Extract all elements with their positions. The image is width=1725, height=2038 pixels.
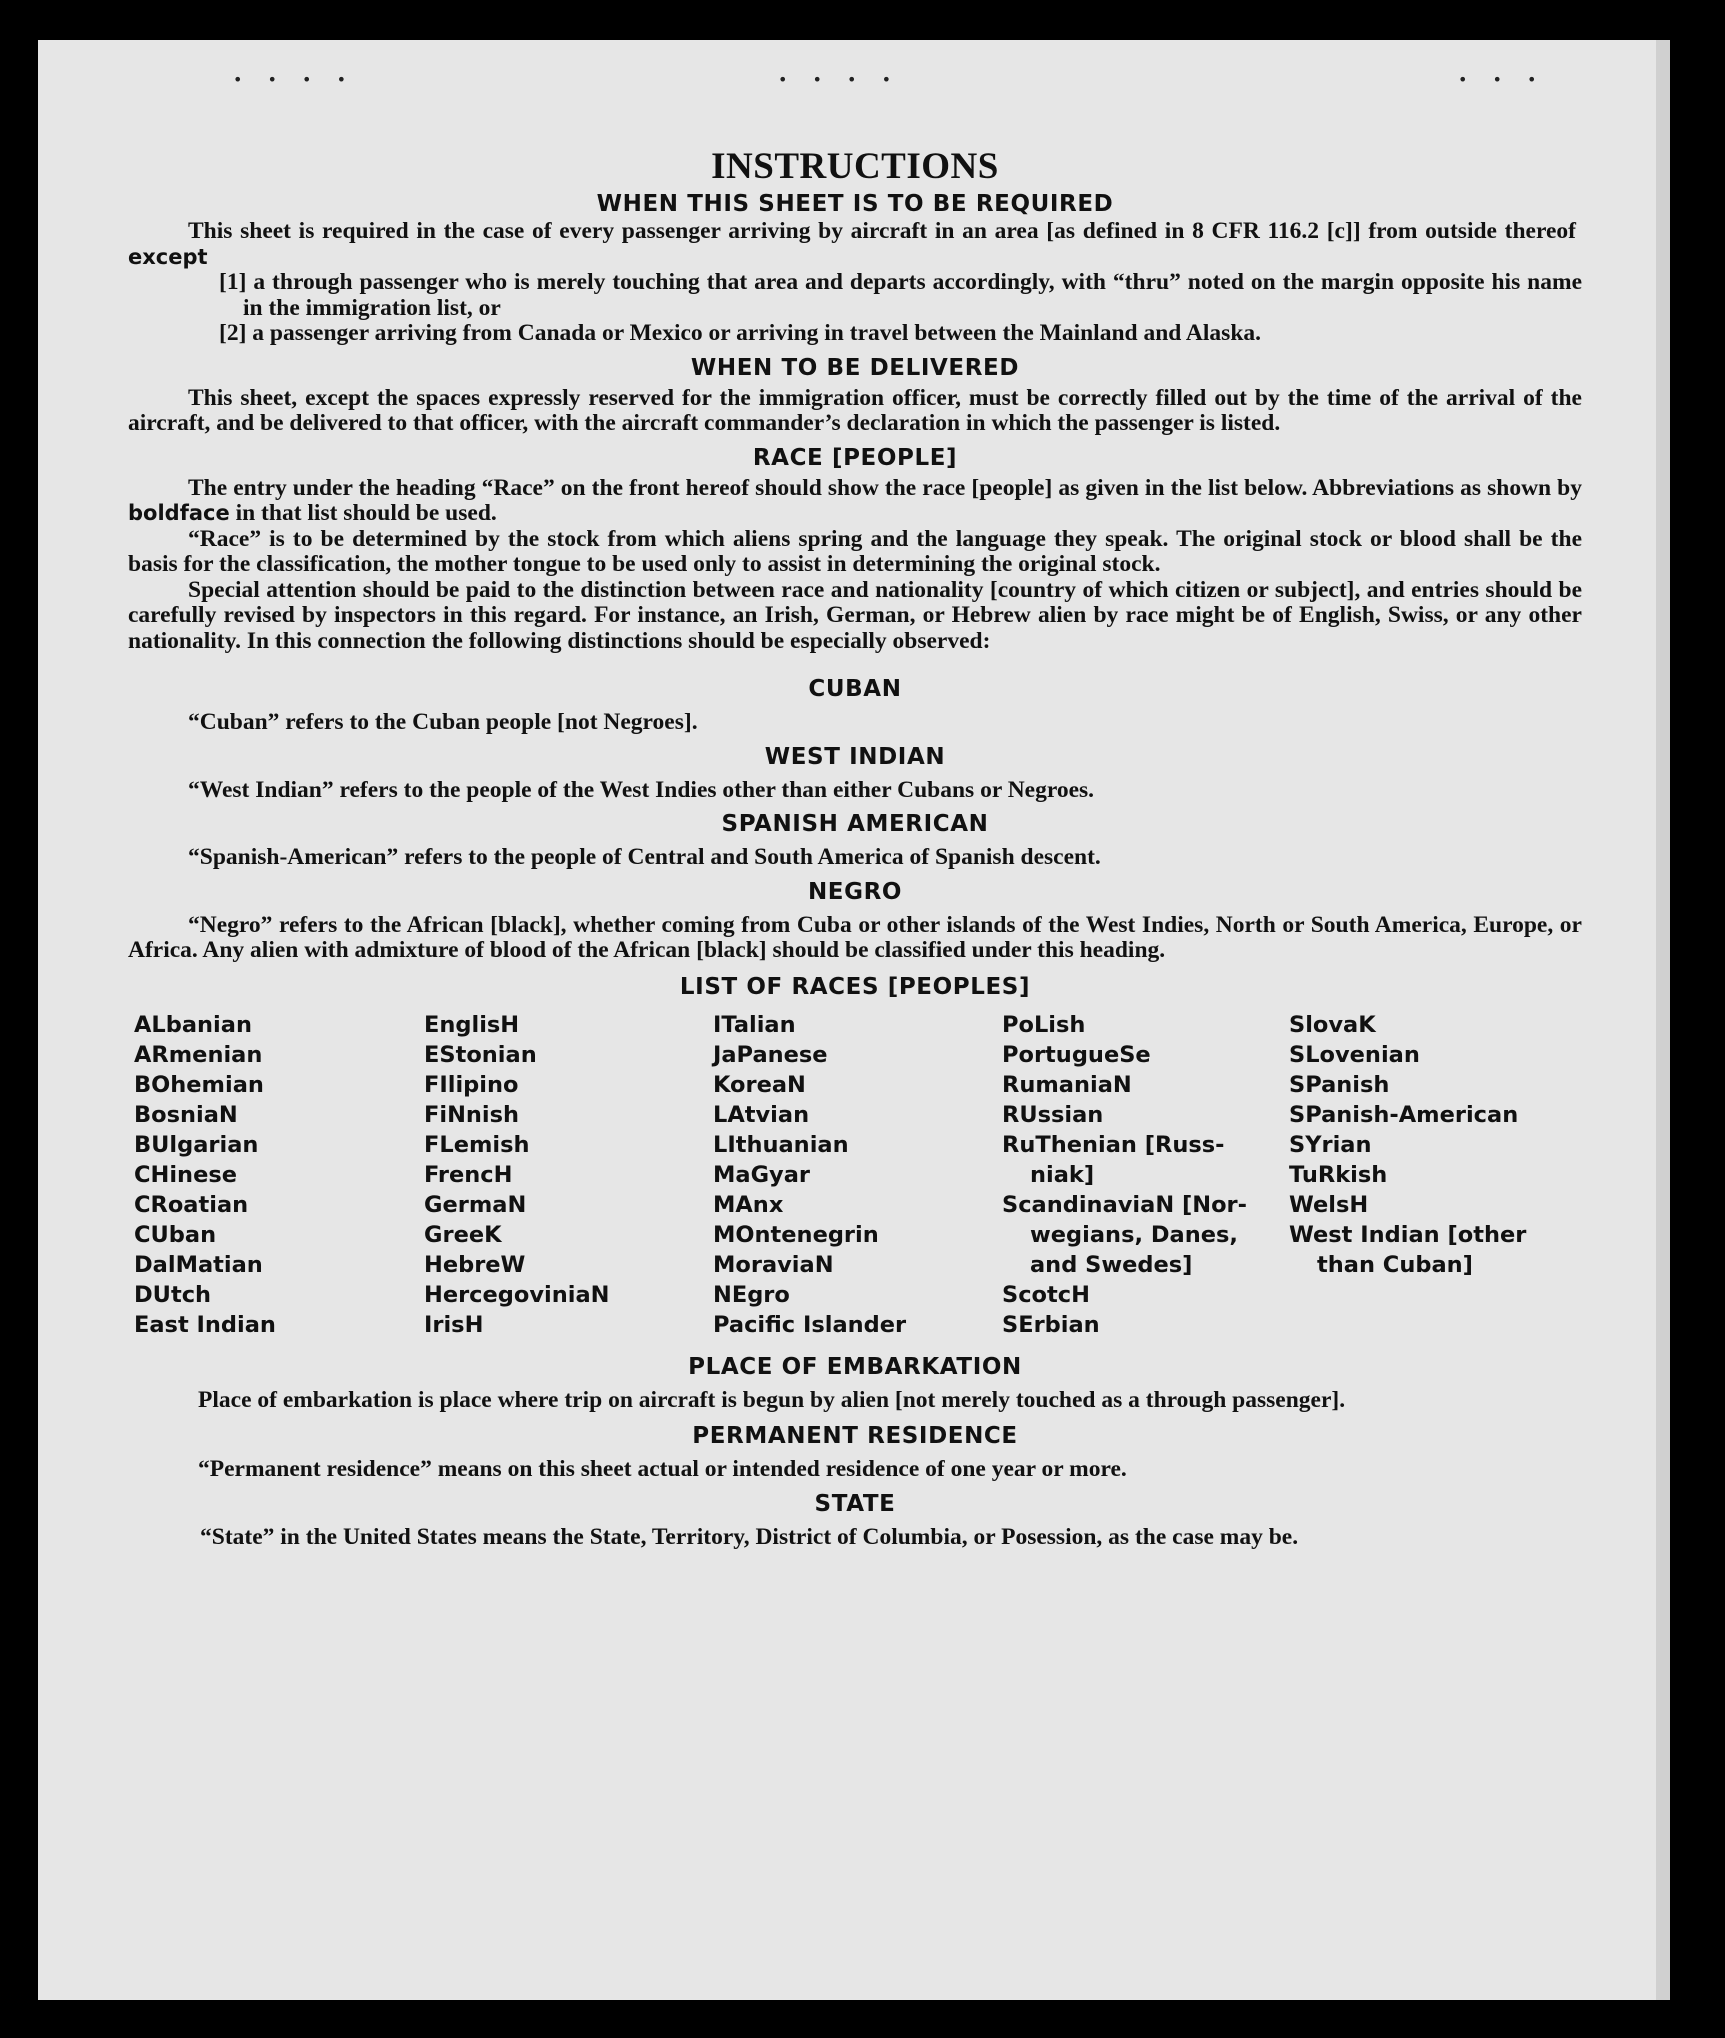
punch-marks-center: • • • • [778,70,902,89]
race-entry: GreeK [424,1221,502,1248]
race-entry: BosniaN [134,1101,238,1128]
race-entry: IrisH [424,1311,484,1338]
race-entry: GermaN [424,1191,527,1218]
required-intro-text: This sheet is required in the case of every passenger arriving by aircraft in an area [as defined in 8 CFR 116.2 [c]] from outside thereof [188,218,1576,244]
race-entry: RumaniaN [1002,1071,1132,1098]
race-p1-keyword: boldface [128,501,230,525]
race-paragraph-1 [128,476,1582,527]
race-entry: MoraviaN [713,1251,834,1278]
race-entry: ScotcH [1002,1281,1090,1308]
race-entry: PortugueSe [1002,1041,1151,1068]
race-entry: RUssian [1002,1101,1104,1128]
race-entry: BOhemian [134,1071,264,1098]
heading-race: RACE [PEOPLE] [752,444,958,471]
race-entry: ALbanian [134,1011,252,1038]
races-column-2 [424,1010,713,1340]
races-list [134,1010,1582,1340]
race-entry: SPanish-American [1289,1101,1519,1128]
heading-permanent-residence: PERMANENT RESIDENCE [692,1423,1018,1449]
page-title: INSTRUCTIONS [711,146,999,187]
race-entry: WelsH [1289,1191,1369,1218]
race-entry: CUban [134,1221,217,1248]
race-entry: EStonian [424,1041,537,1068]
race-entry: East Indian [134,1311,276,1338]
west-indian-text: “West Indian” refers to the people of the West Indies other than either Cubans or Negroes. [188,776,1095,803]
delivered-text: This sheet, except the spaces expressly reserved for the immigration officer, must be correctly filled out by the time of the arrival of the aircraft, and be delivered to that officer, with the aircraft commander’s declaration in which the passenger is listed. [128,384,1582,436]
race-entry-continuation: and Swedes] [1030,1251,1193,1278]
race-entry: West Indian [other [1289,1221,1527,1248]
document-page [38,40,1670,2000]
race-entry: TuRkish [1289,1161,1388,1188]
race-entry: MaGyar [713,1161,810,1188]
race-entry: Pacific Islander [713,1311,907,1338]
race-entry-continuation: niak] [1030,1161,1095,1188]
race-entry: ITalian [713,1011,796,1038]
cuban-text: “Cuban” refers to the Cuban people [not Negroes]. [188,709,698,735]
race-entry: SErbian [1002,1311,1100,1338]
negro-text: “Negro” refers to the African [black], whether coming from Cuba or other islands of the West Indies, North or South America, Europe, or Africa. Any alien with admixture of blood of the African [black] should be classified under this heading. [128,911,1582,963]
spanish-american-text: “Spanish-American” refers to the people of Central and South America of Spanish descent. [188,844,1101,870]
race-entry: DalMatian [134,1251,263,1278]
race-entry: CRoatian [134,1191,249,1218]
race-entry: KoreaN [713,1071,806,1098]
page-edge [1656,40,1670,2000]
race-paragraph-2: “Race” is to be determined by the stock from which aliens spring and the language they speak. The original stock or blood shall be the basis for the classification, the mother tongue to be used only to assist in determining the original stock. [128,525,1582,577]
race-entry: SlovaK [1289,1011,1376,1038]
required-item-1: [1] a through passenger who is merely touching that area and departs accordingly, with “thru” noted on the margin opposite his name in the immigration list, or [219,269,1582,321]
race-entry: BUlgarian [134,1131,259,1158]
race-entry: FiNnish [424,1101,520,1128]
race-entry: HercegoviniaN [424,1281,610,1308]
race-entry: PoLish [1002,1011,1086,1038]
heading-cuban: CUBAN [808,676,902,702]
races-column-4 [1002,1010,1289,1340]
race-entry: NEgro [713,1281,790,1308]
heading-spanish-american: SPANISH AMERICAN [721,811,989,837]
residence-text: “Permanent residence” means on this sheet actual or intended residence of one year or more. [198,1456,1127,1482]
races-column-5 [1289,1010,1569,1340]
race-entry: MAnx [713,1191,784,1218]
required-item-2: [2] a passenger arriving from Canada or Mexico or arriving in travel between the Mainland and Alaska. [219,320,1262,346]
race-entry: LIthuanian [713,1131,849,1158]
race-entry: CHinese [134,1161,237,1188]
heading-list-of-races: LIST OF RACES [PEOPLES] [679,973,1031,1000]
races-column-1 [134,1010,424,1340]
embarkation-text: Place of embarkation is place where trip on aircraft is begun by alien [not merely touched as a through passenger]. [198,1386,1346,1413]
race-entry: DUtch [134,1281,212,1308]
race-entry: EnglisH [424,1011,520,1038]
race-entry: RuThenian [Russ- [1002,1131,1225,1158]
required-intro-keyword: except [128,244,208,269]
punch-marks-left: • • • • [233,70,357,89]
race-entry-continuation: wegians, Danes, [1030,1221,1238,1248]
race-entry: HebreW [424,1251,526,1278]
race-entry: SLovenian [1289,1041,1420,1068]
heading-negro: NEGRO [807,878,903,905]
race-entry-continuation: than Cuban] [1317,1251,1473,1278]
race-entry: MOntenegrin [713,1221,879,1248]
race-entry: SYrian [1289,1131,1372,1158]
required-intro [128,219,1576,270]
race-entry: FrencH [424,1161,513,1188]
race-p1-b: in that list should be used. [235,500,497,526]
race-entry: SPanish [1289,1071,1390,1098]
race-entry: LAtvian [713,1101,810,1128]
heading-west-indian: WEST INDIAN [764,743,946,770]
race-entry: FIlipino [424,1071,519,1098]
race-entry: ARmenian [134,1041,263,1068]
race-p1-a: The entry under the heading “Race” on the front hereof should show the race [people] as given in the list below. Abbreviations as shown by [188,474,1582,501]
heading-place-of-embarkation: PLACE OF EMBARKATION [688,1353,1022,1380]
race-paragraph-3: Special attention should be paid to the distinction between race and nationality [country of which citizen or subject], and entries should be carefully revised by inspectors in this regard. For instance, an Irish, German, or Hebrew alien by race might be of English, Swiss, or any other nationality. In this connection the following distinctions should be especially observed: [128,576,1582,654]
heading-when-required: WHEN THIS SHEET IS TO BE REQUIRED [596,191,1114,217]
race-entry: ScandinaviaN [Nor- [1002,1191,1247,1218]
races-column-3 [713,1010,1002,1340]
heading-state: STATE [814,1490,896,1517]
punch-marks-right: • • • [1458,70,1547,89]
race-entry: JaPanese [713,1041,828,1068]
heading-when-delivered: WHEN TO BE DELIVERED [690,354,1020,381]
race-entry: FLemish [424,1131,530,1158]
state-text: “State” in the United States means the State, Territory, District of Columbia, or Posession, as the case may be. [200,1523,1299,1550]
